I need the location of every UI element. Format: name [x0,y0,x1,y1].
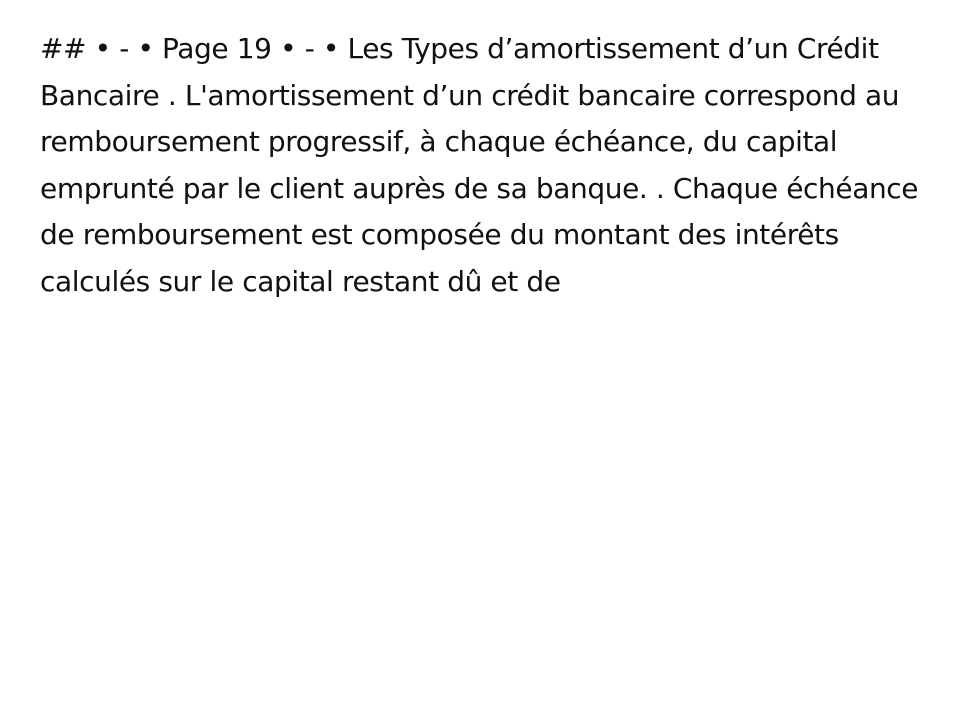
document-body-text: ## • - • Page 19 • - • Les Types d’amortissement d’un Crédit Bancaire . L'amortissement d’un crédit bancaire correspond au remboursement progressif, à chaque échéance, du capital emprunté par le client auprès de sa banque. . Chaque échéance de remboursement est composée du montant des intérêts calculés sur le capital restant dû et de [40,32,919,298]
